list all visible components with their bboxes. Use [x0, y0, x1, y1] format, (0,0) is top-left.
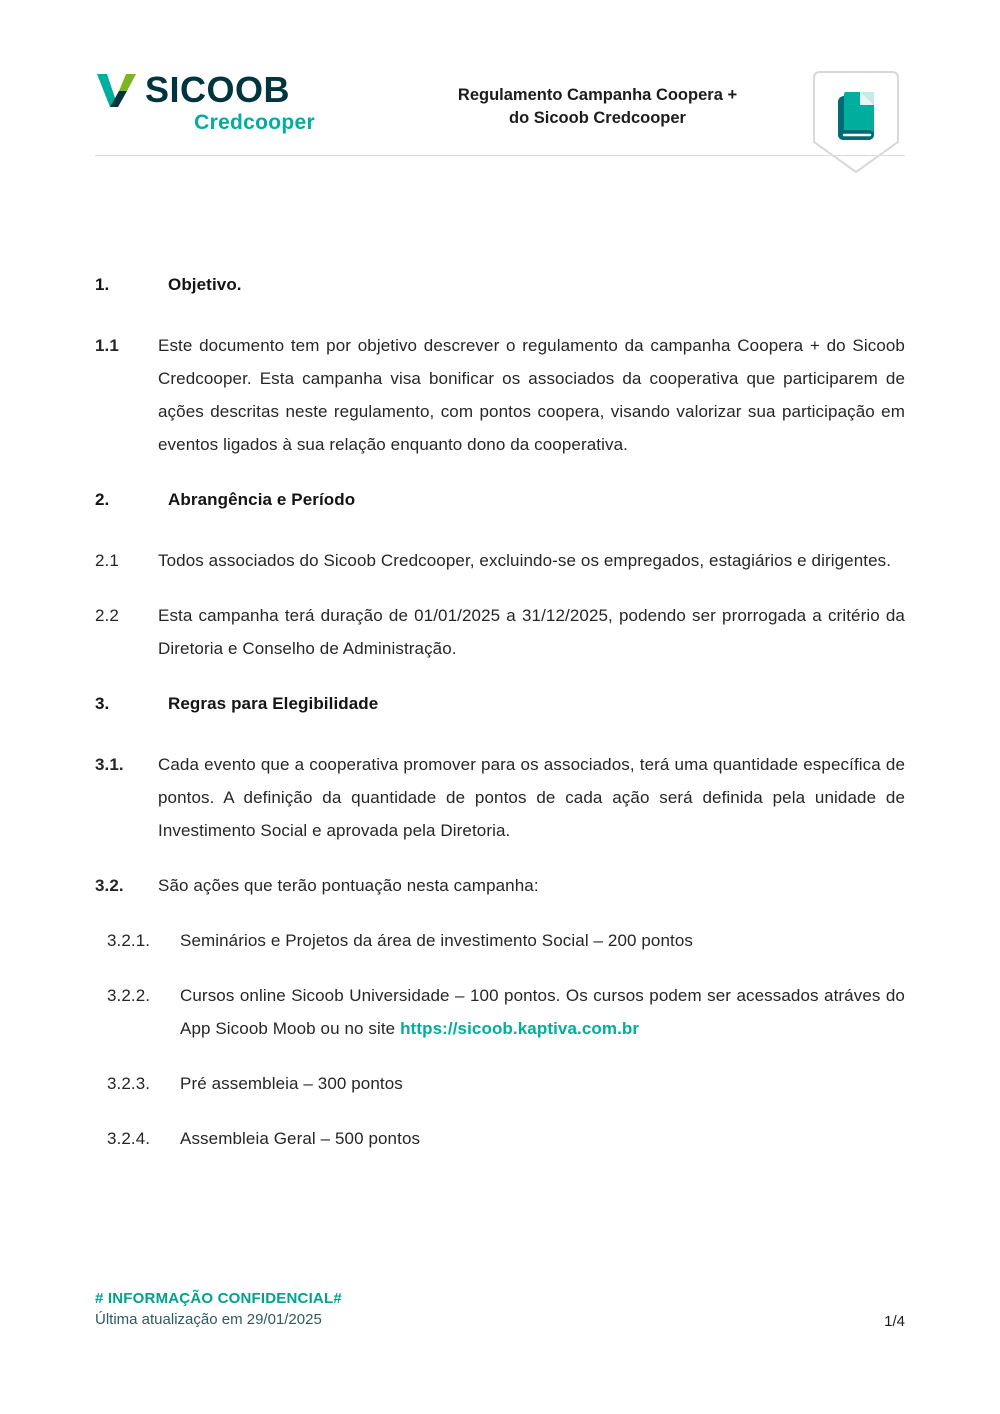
paragraph-text	[180, 979, 905, 1045]
paragraph-number: 3.2.4.	[107, 1129, 151, 1148]
page-header	[0, 0, 1000, 160]
paragraph-1-1	[95, 329, 905, 461]
page-footer	[95, 1288, 905, 1330]
paragraph-number: 3.2.	[95, 876, 124, 895]
sicoob-emblem-icon	[95, 70, 139, 113]
paragraph-number: 1.1	[95, 336, 119, 355]
paragraph-3-2	[95, 869, 905, 902]
page-number: 1/4	[884, 1313, 905, 1330]
section-title: Regras para Elegibilidade	[168, 694, 379, 713]
paragraph-2-1	[95, 544, 905, 577]
paragraph-number: 2.1	[95, 551, 119, 570]
paragraph-3-2-1	[95, 924, 905, 957]
section-number: 2.	[95, 490, 110, 509]
paragraph-text: Esta campanha terá duração de 01/01/2025 a 31/12/2025, podendo ser prorrogada a critério da Diretoria e Conselho de Administração.	[158, 606, 905, 658]
paragraph-number: 3.2.2.	[107, 986, 151, 1005]
section-number: 1.	[95, 275, 110, 294]
document-title-line1: Regulamento Campanha Coopera +	[457, 86, 738, 104]
section-heading-3	[95, 687, 905, 720]
document-title	[400, 84, 795, 130]
paragraph-2-2	[95, 599, 905, 665]
kaptiva-link[interactable]: https://sicoob.kaptiva.com.br	[400, 1019, 640, 1038]
document-body	[95, 262, 905, 1177]
brand-wordmark: SICOOB	[145, 69, 291, 110]
subbrand-wordmark: Credcooper	[194, 111, 315, 134]
last-updated-label: Última atualização em 29/01/2025	[95, 1311, 322, 1328]
paragraph-3-2-3	[95, 1067, 905, 1100]
section-title: Objetivo.	[168, 275, 242, 294]
book-badge	[810, 70, 902, 176]
paragraph-number: 3.2.1.	[107, 931, 151, 950]
book-icon	[838, 92, 874, 140]
paragraph-text-lead: Cursos online Sicoob Universidade – 100 pontos. Os cursos podem ser acessados atráves do App Sicoob Moob ou no site	[180, 986, 905, 1038]
paragraph-3-2-4	[95, 1122, 905, 1155]
document-title-line2: do Sicoob Credcooper	[509, 109, 686, 127]
paragraph-number: 2.2	[95, 606, 119, 625]
paragraph-text: Pré assembleia – 300 pontos	[180, 1074, 403, 1093]
paragraph-3-1	[95, 748, 905, 847]
section-number: 3.	[95, 694, 110, 713]
paragraph-text: Cada evento que a cooperativa promover para os associados, terá uma quantidade específica de pontos. A definição da quantidade de pontos de cada ação será definida pela unidade de Investimento Social e aprovada pela Diretoria.	[158, 755, 905, 840]
paragraph-text: São ações que terão pontuação nesta campanha:	[158, 876, 539, 895]
section-title: Abrangência e Período	[168, 490, 356, 509]
paragraph-3-2-2	[95, 979, 905, 1045]
paragraph-text: Este documento tem por objetivo descrever o regulamento da campanha Coopera + do Sicoob Credcooper. Esta campanha visa bonificar os associados da cooperativa que participarem de ações descritas neste regulamento, com pontos coopera, visando valorizar sua participação em eventos ligados à sua relação enquanto dono da cooperativa.	[158, 336, 905, 454]
paragraph-text: Assembleia Geral – 500 pontos	[180, 1129, 421, 1148]
confidential-label: # INFORMAÇÃO CONFIDENCIAL#	[95, 1290, 342, 1307]
section-heading-1	[95, 268, 905, 301]
paragraph-text: Todos associados do Sicoob Credcooper, excluindo-se os empregados, estagiários e dirigentes.	[158, 551, 892, 570]
header-divider	[95, 155, 905, 156]
paragraph-number: 3.2.3.	[107, 1074, 151, 1093]
paragraph-number: 3.1.	[95, 755, 124, 774]
paragraph-text: Seminários e Projetos da área de investimento Social – 200 pontos	[180, 931, 694, 950]
sicoob-logo	[95, 70, 315, 135]
section-heading-2	[95, 483, 905, 516]
